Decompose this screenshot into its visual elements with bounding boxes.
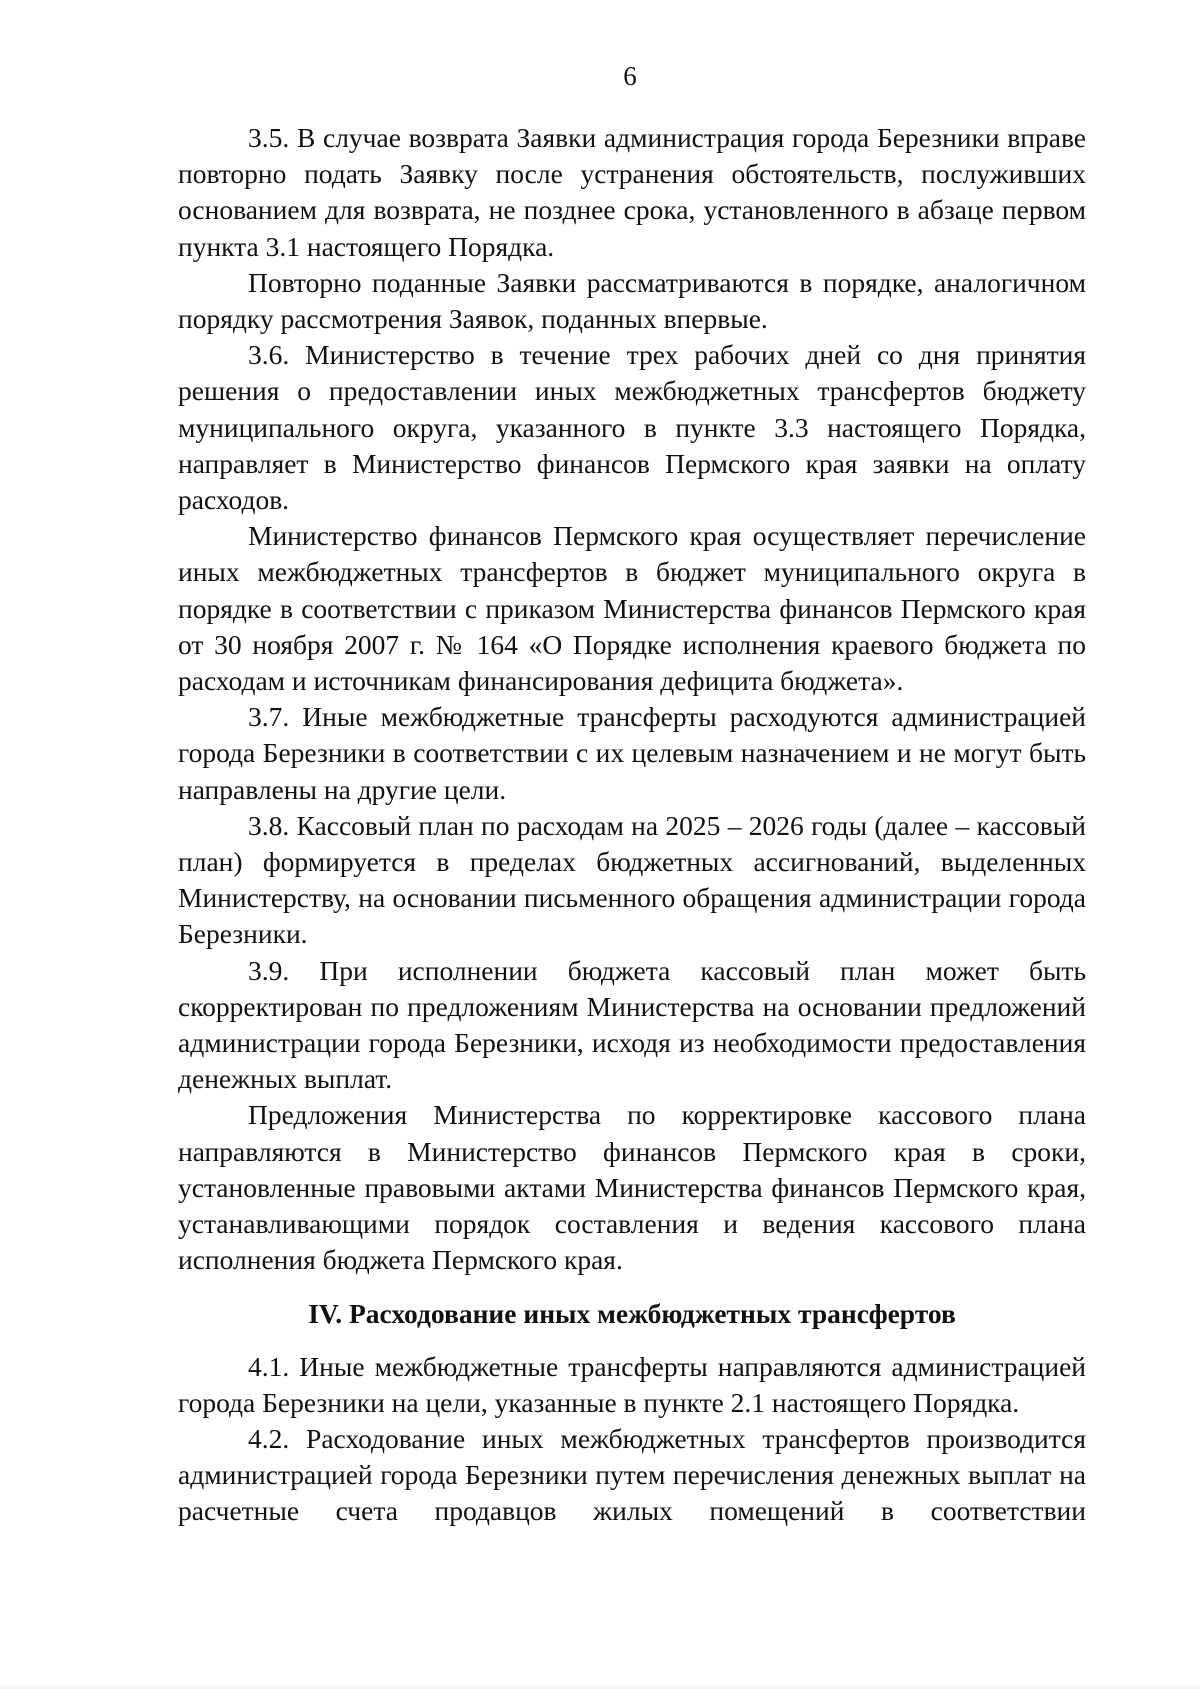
page-number: 6: [623, 61, 637, 91]
scan-edge: [0, 1683, 1200, 1689]
document-body: [178, 120, 1086, 1530]
paragraph-4-2: 4.2. Расходование иных межбюджетных трансфертов производится администрацией города Березники путем перечисления денежных выплат на расчетные счета продавцов жилых помещений в соответствии: [178, 1422, 1086, 1527]
paragraph-3-5: 3.5. В случае возврата Заявки администрация города Березники вправе повторно подать Заявку после устранения обстоятельств, послуживших основанием для возврата, не позднее срока, установленного в абзаце первом пункта 3.1 настоящего Порядка.: [178, 122, 1086, 262]
section-heading: IV. Расходование иных межбюджетных трансфертов: [308, 1297, 956, 1329]
paragraph-3-5-repeat: Повторно поданные Заявки рассматриваются в порядке, аналогичном порядку рассмотрения Заявок, поданных впервые.: [178, 266, 1086, 335]
paragraph-3-7: 3.7. Иные межбюджетные трансферты расходуются администрацией города Березники в соответствии с их целевым назначением и не могут быть направлены на другие цели.: [178, 701, 1086, 805]
paragraph-3-9-proposals: Предложения Министерства по корректировке кассового плана направляются в Министерство финансов Пермского края в сроки, установленные правовыми актами Министерства финансов Пермского края, устанавливающими порядок составления и ведения кассового плана исполнения бюджета Пермского края.: [178, 1099, 1086, 1276]
paragraph-3-9: 3.9. При исполнении бюджета кассовый план может быть скорректирован по предложениям Министерства на основании предложений администрации города Березники, исходя из необходимости предоставления денежных выплат.: [178, 954, 1086, 1095]
paragraph-3-8: 3.8. Кассовый план по расходам на 2025 – 2026 годы (далее – кассовый план) формируется в пределах бюджетных ассигнований, выделенных Министерству, на основании письменного обращения администрации города Березники.: [178, 809, 1086, 950]
paragraph-3-6: 3.6. Министерство в течение трех рабочих дней со дня принятия решения о предоставлении иных межбюджетных трансфертов бюджету муниципального округа, указанного в пункте 3.3 настоящего Порядка, направляет в Министерство финансов Пермского края заявки на оплату расходов.: [178, 339, 1086, 516]
paragraph-3-6-transfer: Министерство финансов Пермского края осуществляет перечисление иных межбюджетных трансфертов в бюджет муниципального округа в порядке в соответствии с приказом Министерства финансов Пермского края от 30 ноября 2007 г. № 164 «О Порядке исполнения краевого бюджета по расходам и источникам финансирования дефицита бюджета».: [178, 520, 1086, 697]
paragraph-4-1: 4.1. Иные межбюджетные трансферты направляются администрацией города Березники на цели, указанные в пункте 2.1 настоящего Порядка.: [178, 1350, 1086, 1418]
